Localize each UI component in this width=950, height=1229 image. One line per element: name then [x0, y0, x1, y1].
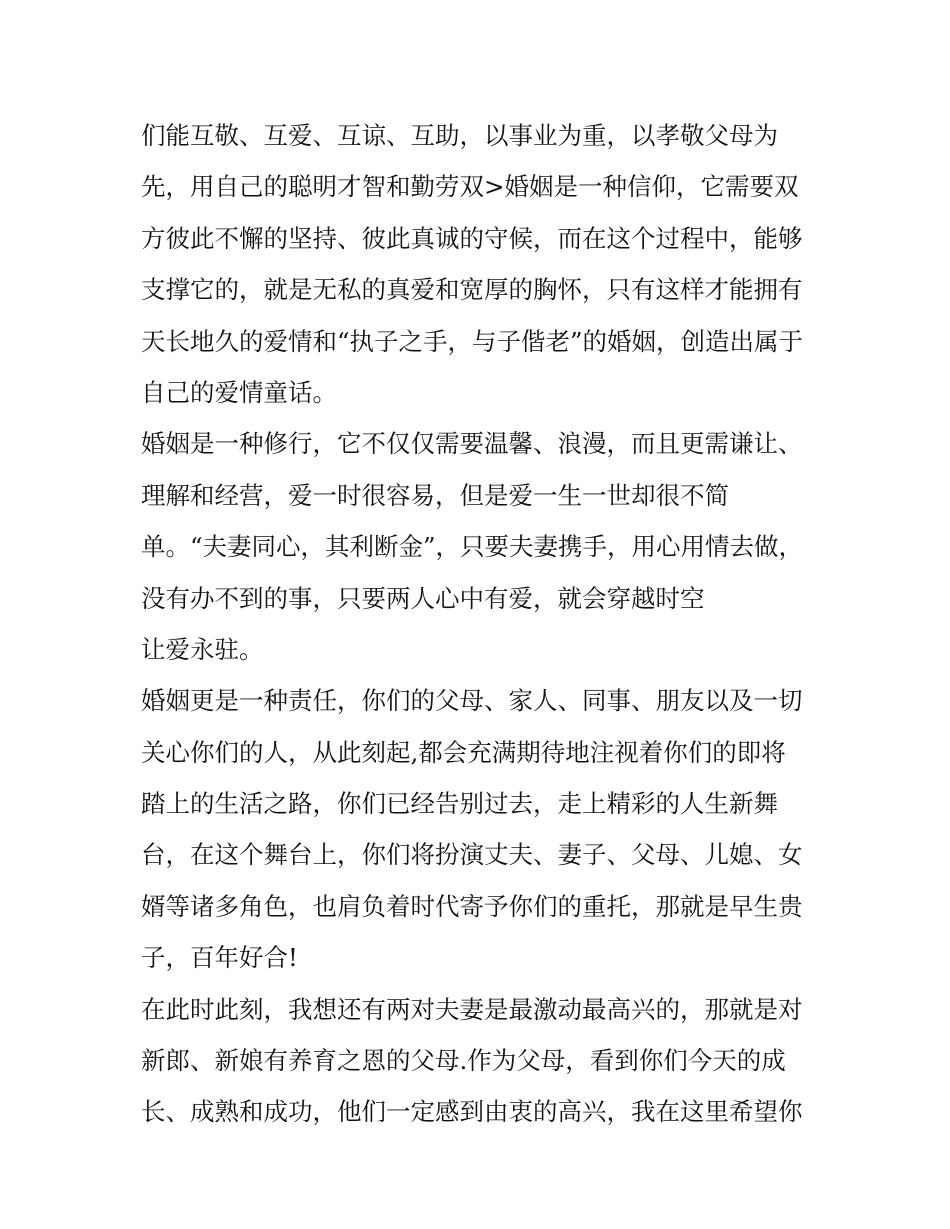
text-line: 们能互敬、互爱、互谅、互助，以事业为重，以孝敬父母为: [141, 121, 778, 150]
text-line: 单。“夫妻同心，其利断金”，只要夫妻携手，用心用情去做，: [141, 532, 804, 562]
text-line: 婚姻更是一种责任，你们的父母、家人、同事、朋友以及一切: [141, 686, 803, 716]
text-line: 台，在这个舞台上，你们将扮演丈夫、妻子、父母、儿媳、女: [141, 840, 803, 870]
text-line: 自己的爱情童话。: [141, 377, 337, 407]
text-line: 踏上的生活之路，你们已经告别过去，走上精彩的人生新舞: [141, 789, 778, 819]
text-line: 让爱永驻。: [141, 634, 264, 664]
text-line: 婚姻是一种修行，它不仅仅需要温馨、浪漫，而且更需谦让、: [141, 429, 803, 459]
text-line: 理解和经营，爱一时很容易，但是爱一生一世却很不简: [141, 480, 729, 510]
text-line: 方彼此不懈的坚持、彼此真诚的守候，而在这个过程中，能够: [141, 223, 803, 253]
text-line: 支撑它的，就是无私的真爱和宽厚的胸怀，只有这样才能拥有: [141, 275, 803, 305]
text-line: 在此时此刻，我想还有两对夫妻是最激动最高兴的，那就是对: [141, 994, 803, 1024]
body-text: [141, 110, 821, 1138]
text-line: 子，百年好合!: [141, 943, 298, 973]
text-line: 先，用自己的聪明才智和勤劳双>婚姻是一种信仰，它需要双: [141, 172, 799, 202]
text-line: 婿等诸多角色，也肩负着时代寄予你们的重托，那就是早生贵: [141, 891, 803, 921]
text-line: 长、成熟和成功，他们一定感到由衷的高兴，我在这里希望你: [141, 1097, 803, 1127]
text-line: 新郎、新娘有养育之恩的父母.作为父母，看到你们今天的成: [141, 1046, 786, 1076]
text-line: 关心你们的人，从此刻起,都会充满期待地注视着你们的即将: [141, 737, 786, 767]
text-line: 天长地久的爱情和“执子之手，与子偕老”的婚姻，创造出属于: [141, 326, 804, 356]
text-line: 没有办不到的事，只要两人心中有爱，就会穿越时空: [141, 583, 705, 613]
